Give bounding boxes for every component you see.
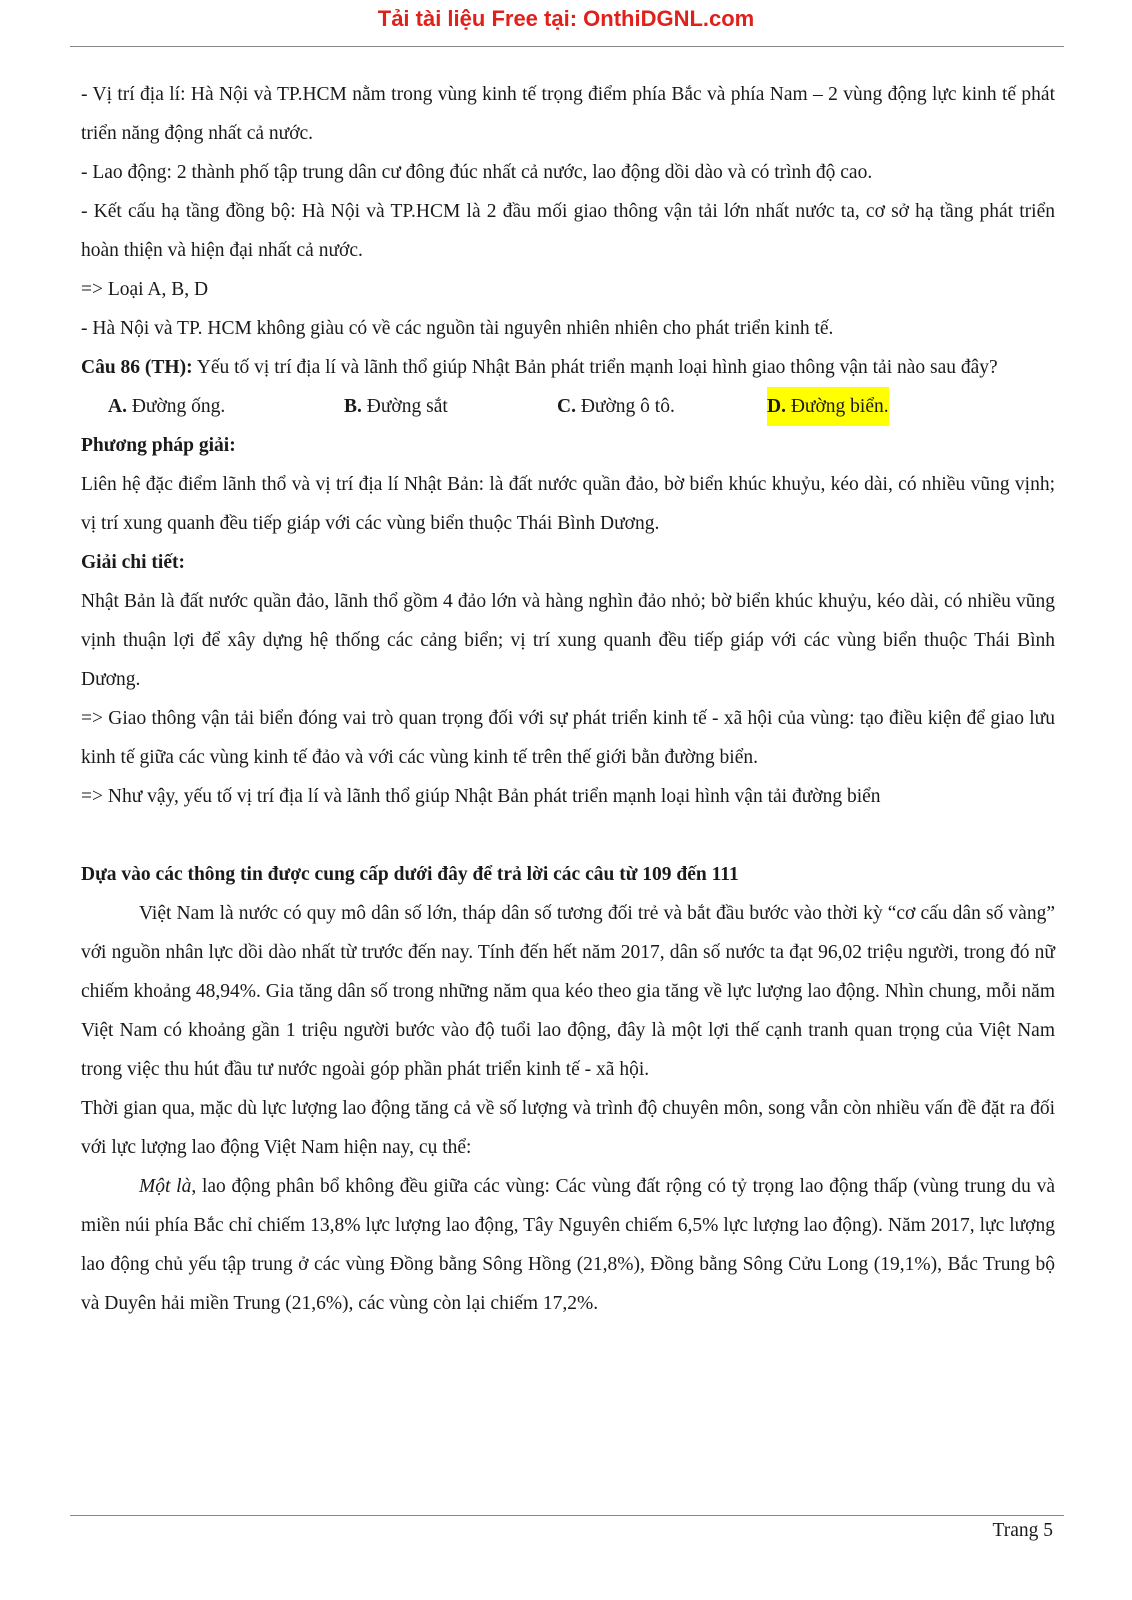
option-c [557,387,767,426]
header-divider [70,46,1064,47]
detail-paragraph-1: Nhật Bản là đất nước quần đảo, lãnh thổ gồm 4 đảo lớn và hàng nghìn đảo nhỏ; bờ biển khúc khuỷu, kéo dài, có nhiều vũng vịnh thuận lợi để xây dựng hệ thống các cảng biển; vị trí xung quanh đều tiếp giáp với các vùng biển thuộc Thái Bình Dương. [81,591,1055,690]
paragraph-location: - Vị trí địa lí: Hà Nội và TP.HCM nằm trong vùng kinh tế trọng điểm phía Bắc và phía Nam – 2 vùng động lực kinh tế phát triển năng động nhất cả nước. [81,84,1055,144]
site-banner: Tải tài liệu Free tại: OnthiDGNL.com [377,6,755,31]
method-text: Liên hệ đặc điểm lãnh thổ và vị trí địa lí Nhật Bản: là đất nước quần đảo, bờ biển khúc khuỷu, kéo dài, có nhiều vũng vịnh; vị trí xung quanh đều tiếp giáp với các vùng biển thuộc Thái Bình Dương. [81,474,1055,534]
option-b-letter: B. [344,396,362,417]
passage-body: , lao động phân bổ không đều giữa các vùng: Các vùng đất rộng có tỷ trọng lao động thấp (vùng trung du và miền núi phía Bắc chỉ chiếm 13,8% lực lượng lao động, Tây Nguyên chiếm 6,5% lực lượng lao động). Năm 2017, lực lượng lao động chủ yếu tập trung ở các vùng Đồng bằng Sông Hồng (21,8%), Đồng bằng Sông Cửu Long (19,1%), Bắc Trung bộ và Duyên hải miền Trung (21,6%), các vùng còn lại chiếm 17,2%. [81,1176,1055,1314]
method-heading-text: Phương pháp giải: [81,435,236,456]
passage-heading-text: Dựa vào các thông tin được cung cấp dưới đây để trả lời các câu từ 109 đến 111 [81,864,739,885]
footer-divider [70,1515,1064,1516]
paragraph-eliminate: => Loại A, B, D [81,279,209,300]
paragraph-labor: - Lao động: 2 thành phố tập trung dân cư đông đúc nhất cả nước, lao động dồi dào và có trình độ cao. [81,162,873,183]
passage-paragraph-1: Việt Nam là nước có quy mô dân số lớn, tháp dân số tương đối trẻ và bắt đầu bước vào thời kỳ “cơ cấu dân số vàng” với nguồn nhân lực dồi dào nhất từ trước đến nay. Tính đến hết năm 2017, dân số nước ta đạt 96,02 triệu người, trong đó nữ chiếm khoảng 48,94%. Gia tăng dân số trong những năm qua kéo theo gia tăng về lực lượng lao động. Nhìn chung, mỗi năm Việt Nam có khoảng gần 1 triệu người bước vào độ tuổi lao động, đây là một lợi thế cạnh tranh quan trọng của Việt Nam trong việc thu hút đầu tư nước ngoài góp phần phát triển kinh tế - xã hội. [81,903,1055,1080]
option-b-text: Đường sắt [361,396,448,417]
option-a [108,387,344,426]
paragraph-infrastructure: - Kết cấu hạ tầng đồng bộ: Hà Nội và TP.HCM là 2 đầu mối giao thông vận tải lớn nhất nước ta, cơ sở hạ tầng phát triển hoàn thiện và hiện đại nhất cả nước. [81,201,1055,261]
option-b [344,387,557,426]
passage-paragraph-2: Thời gian qua, mặc dù lực lượng lao động tăng cả về số lượng và trình độ chuyên môn, song vẫn còn nhiều vấn đề đặt ra đối với lực lượng lao động Việt Nam hiện nay, cụ thể: [81,1098,1055,1158]
option-c-text: Đường ô tô. [575,396,675,417]
paragraph-resources: - Hà Nội và TP. HCM không giàu có về các nguồn tài nguyên nhiên nhiên cho phát triển kinh tế. [81,318,834,339]
section-spacer [81,816,1055,855]
answer-options [81,387,1055,426]
passage-heading [81,855,1055,894]
question-label: Câu 86 (TH): [81,357,193,378]
passage-paragraph-3 [81,1167,1055,1323]
passage-lead: Một là [139,1176,192,1197]
detail-heading-text: Giải chi tiết: [81,552,185,573]
option-d-text: Đường biển. [785,396,889,417]
detail-heading [81,543,1055,582]
option-a-letter: A. [108,396,127,417]
question-86 [81,348,1055,387]
page-number: Trang 5 [992,1520,1053,1541]
option-d-letter: D. [767,396,786,417]
detail-paragraph-3: => Như vậy, yếu tố vị trí địa lí và lãnh thổ giúp Nhật Bản phát triển mạnh loại hình vận tải đường biển [81,786,881,807]
option-a-text: Đường ống. [126,396,226,417]
detail-paragraph-2: => Giao thông vận tải biển đóng vai trò quan trọng đối với sự phát triển kinh tế - xã hội của vùng: tạo điều kiện để giao lưu kinh tế giữa các vùng kinh tế đảo và với các vùng kinh tế trên thế giới bằn đường biển. [81,708,1055,768]
method-heading [81,426,1055,465]
option-c-letter: C. [557,396,576,417]
question-text: Yếu tố vị trí địa lí và lãnh thổ giúp Nhật Bản phát triển mạnh loại hình giao thông vận tải nào sau đây? [192,357,998,378]
page-content [81,75,1055,1323]
option-d-correct [767,387,889,426]
